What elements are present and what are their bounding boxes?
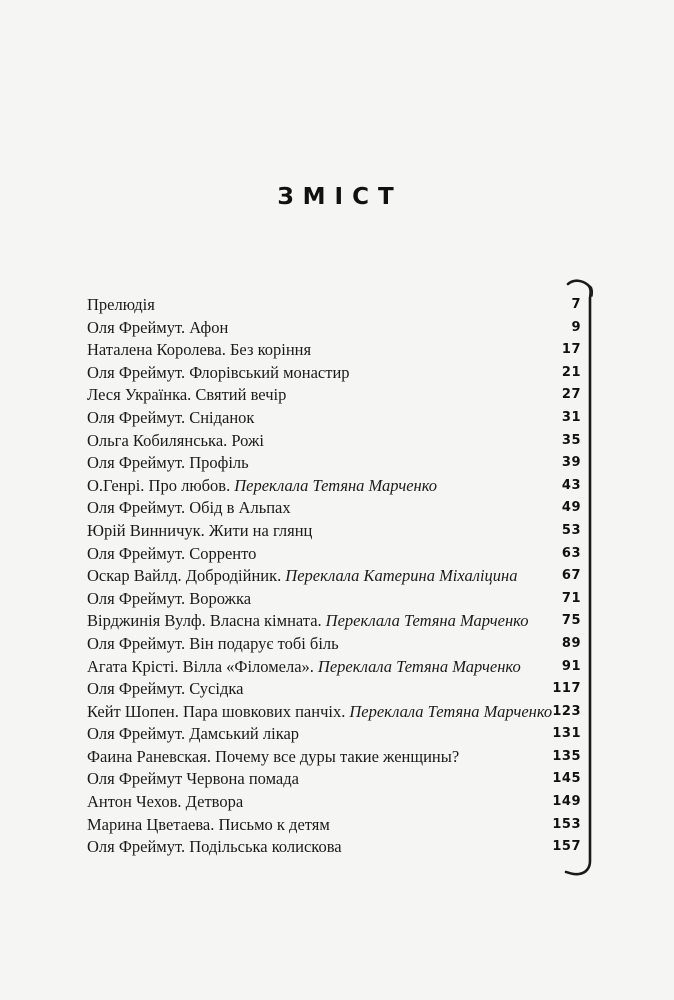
- toc-entry-page-number: 39: [561, 455, 581, 471]
- toc-entry: [87, 768, 581, 791]
- toc-entry-title: Оскар Вайлд. Добродійник.: [87, 566, 282, 586]
- toc-entry-translator: Переклала Тетяна Марченко: [317, 656, 521, 676]
- toc-entry-title: Марина Цветаева. Письмо к детям: [87, 814, 330, 834]
- toc-entry-page-number: 67: [561, 568, 581, 584]
- toc-entry: [87, 452, 581, 475]
- toc-entry: [87, 520, 581, 543]
- toc-entry-page-number: 31: [561, 409, 581, 425]
- toc-entry: [87, 701, 581, 724]
- toc-entry-page-number: 91: [561, 658, 581, 674]
- toc-entry: [87, 836, 581, 859]
- toc-entry-page-number: 53: [561, 522, 581, 538]
- toc-entry-title: Вірджинія Вулф. Власна кімната.: [87, 611, 322, 631]
- toc-entry: [87, 746, 581, 769]
- toc-entry-page-number: 71: [561, 590, 581, 606]
- toc-entry: [87, 294, 581, 317]
- toc-entry-page-number: 123: [552, 703, 581, 719]
- toc-entry-page-number: 149: [552, 794, 581, 810]
- toc-entry-title: Оля Фреймут. Обід в Альпах: [87, 498, 291, 518]
- toc-entry-title: Фаина Раневская. Почему все дуры такие женщины?: [87, 746, 460, 766]
- toc-entry: [87, 339, 581, 362]
- toc-entry: [87, 565, 581, 588]
- toc-entry-page-number: 27: [561, 387, 581, 403]
- toc-entry: [87, 362, 581, 385]
- contents-title: ЗМІСТ: [277, 184, 403, 210]
- toc-entry: [87, 814, 581, 837]
- toc-entry: [87, 588, 581, 611]
- toc-entry: [87, 678, 581, 701]
- toc-entry-translator: Переклала Тетяна Марченко: [325, 611, 529, 631]
- toc-entry-title: Оля Фреймут. Сусідка: [87, 679, 244, 699]
- toc-entry-page-number: 135: [552, 748, 581, 764]
- toc-entry-page-number: 153: [552, 816, 581, 832]
- table-of-contents: [87, 294, 581, 859]
- toc-entry-page-number: 145: [552, 771, 581, 787]
- toc-entry-page-number: 117: [552, 681, 581, 697]
- toc-entry: [87, 317, 581, 340]
- toc-entry-title: Оля Фреймут. Дамський лікар: [87, 724, 300, 744]
- toc-entry-title: Ольга Кобилянська. Рожі: [87, 430, 264, 450]
- toc-entry-translator: Переклала Тетяна Марченко: [349, 701, 553, 721]
- toc-entry-translator: Переклала Тетяна Марченко: [234, 475, 438, 495]
- toc-entry-title: Антон Чехов. Детвора: [87, 792, 244, 812]
- toc-entry-page-number: 21: [561, 364, 581, 380]
- toc-entry: [87, 543, 581, 566]
- toc-entry: [87, 723, 581, 746]
- toc-entry-title: Оля Фреймут. Флорівський монастир: [87, 362, 350, 382]
- toc-entry-title: О.Генрі. Про любов.: [87, 475, 231, 495]
- toc-entry-page-number: 131: [552, 726, 581, 742]
- toc-entry-title: Оля Фреймут. Подільська колискова: [87, 837, 342, 857]
- toc-entry-title: Юрій Винничук. Жити на глянц: [87, 520, 313, 540]
- toc-entry-title: Оля Фреймут. Ворожка: [87, 588, 252, 608]
- toc-entry-page-number: 7: [571, 297, 581, 312]
- toc-entry-title: Оля Фреймут. Сорренто: [87, 543, 257, 563]
- toc-entry-page-number: 49: [561, 500, 581, 516]
- toc-entry: [87, 656, 581, 679]
- toc-entry: [87, 610, 581, 633]
- toc-entry: [87, 791, 581, 814]
- toc-entry-page-number: 63: [561, 545, 581, 561]
- toc-entry-title: Оля Фреймут. Афон: [87, 317, 229, 337]
- toc-entry: [87, 407, 581, 430]
- toc-entry-title: Наталена Королева. Без коріння: [87, 340, 312, 360]
- toc-entry: [87, 384, 581, 407]
- toc-entry-page-number: 89: [561, 635, 581, 651]
- toc-entry: [87, 475, 581, 498]
- toc-entry-page-number: 9: [571, 319, 581, 335]
- toc-entry-title: Оля Фреймут. Профіль: [87, 453, 249, 473]
- toc-entry: [87, 430, 581, 453]
- toc-entry: [87, 497, 581, 520]
- toc-entry-translator: Переклала Катерина Міхаліцина: [285, 566, 518, 586]
- toc-entry: [87, 633, 581, 656]
- toc-entry-title: Оля Фреймут Червона помада: [87, 769, 299, 789]
- toc-entry-title: Агата Крісті. Вілла «Філомела».: [87, 656, 314, 676]
- toc-entry-page-number: 157: [552, 839, 581, 855]
- toc-entry-page-number: 75: [561, 613, 581, 629]
- toc-entry-page-number: 35: [561, 432, 581, 448]
- toc-entry-page-number: 17: [561, 342, 581, 358]
- toc-entry-title: Леся Українка. Святий вечір: [87, 385, 287, 405]
- toc-entry-title: Кейт Шопен. Пара шовкових панчіх.: [87, 701, 346, 721]
- toc-entry-page-number: 43: [561, 477, 581, 493]
- toc-entry-title: Оля Фреймут. Сніданок: [87, 407, 255, 427]
- decorative-bracket-icon: [562, 276, 602, 881]
- toc-entry-title: Прелюдія: [87, 295, 155, 314]
- toc-entry-title: Оля Фреймут. Він подарує тобі біль: [87, 633, 339, 653]
